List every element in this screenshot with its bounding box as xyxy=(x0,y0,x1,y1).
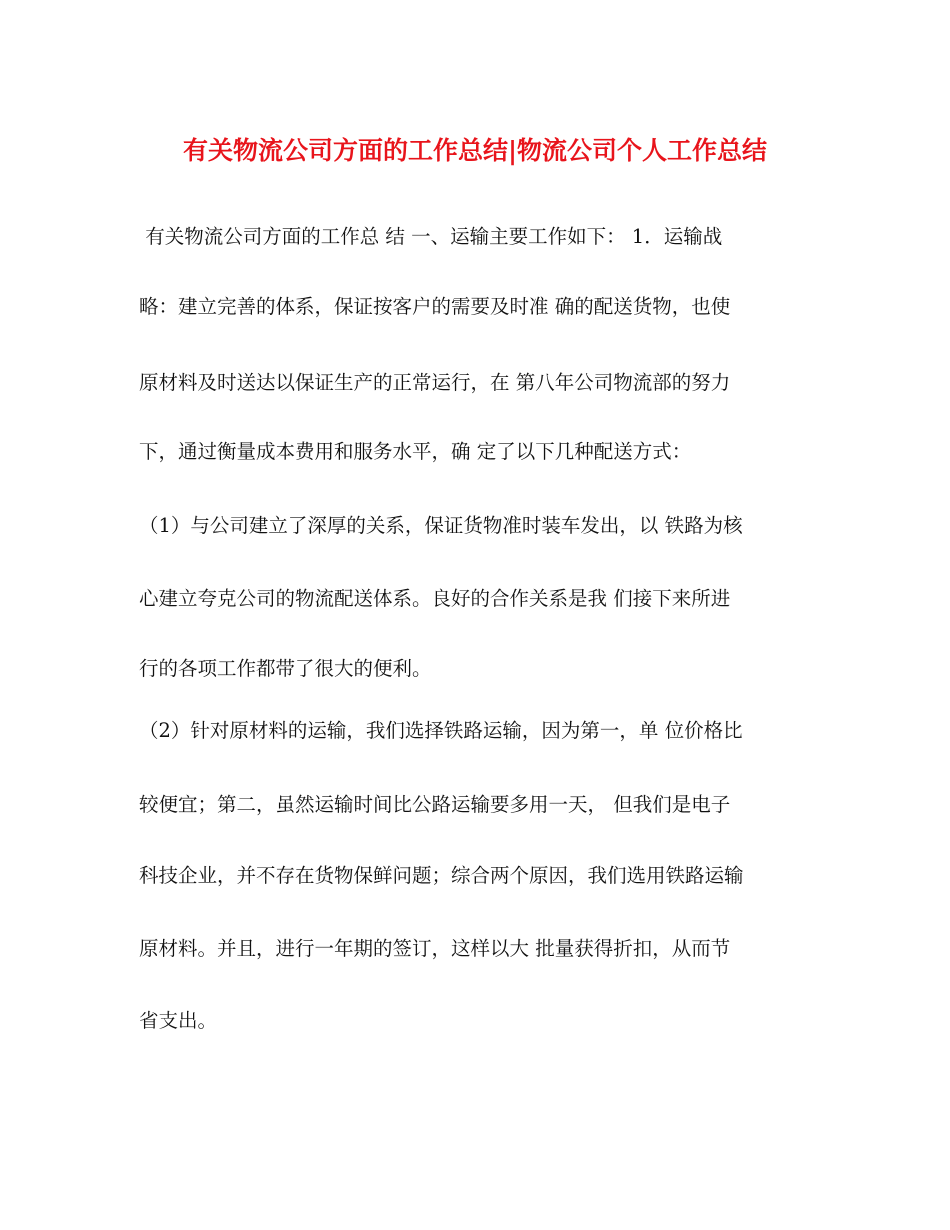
body-line-7: 行的各项工作都带了很大的便利。 xyxy=(139,657,432,680)
body-line-8: （2）针对原材料的运输，我们选择铁路运输，因为第一，单 位价格比 xyxy=(139,719,743,742)
body-line-12: 省支出。 xyxy=(139,1009,218,1032)
body-line-3: 原材料及时送达以保证生产的正常运行，在 第八年公司物流部的努力 xyxy=(139,371,731,394)
body-line-10: 科技企业，并不存在货物保鲜问题；综合两个原因，我们选用铁路运输 xyxy=(139,864,744,887)
body-line-6: 心建立夸克公司的物流配送体系。良好的合作关系是我 们接下来所进 xyxy=(139,587,731,610)
body-line-5: （1）与公司建立了深厚的关系，保证货物准时装车发出，以 铁路为核 xyxy=(139,514,743,537)
document-title: 有关物流公司方面的工作总结|物流公司个人工作总结 xyxy=(182,136,768,165)
body-line-2: 略：建立完善的体系，保证按客户的需要及时准 确的配送货物，也使 xyxy=(139,295,731,318)
body-line-9: 较便宜；第二，虽然运输时间比公路运输要多用一天， 但我们是电子 xyxy=(139,793,731,816)
body-line-11: 原材料。并且，进行一年期的签订，这样以大 批量获得折扣，从而节 xyxy=(139,937,731,960)
body-line-1: 有关物流公司方面的工作总 结 一、运输主要工作如下： 1．运输战 xyxy=(139,225,723,248)
body-line-4: 下，通过衡量成本费用和服务水平，确 定了以下几种配送方式： xyxy=(139,440,692,463)
